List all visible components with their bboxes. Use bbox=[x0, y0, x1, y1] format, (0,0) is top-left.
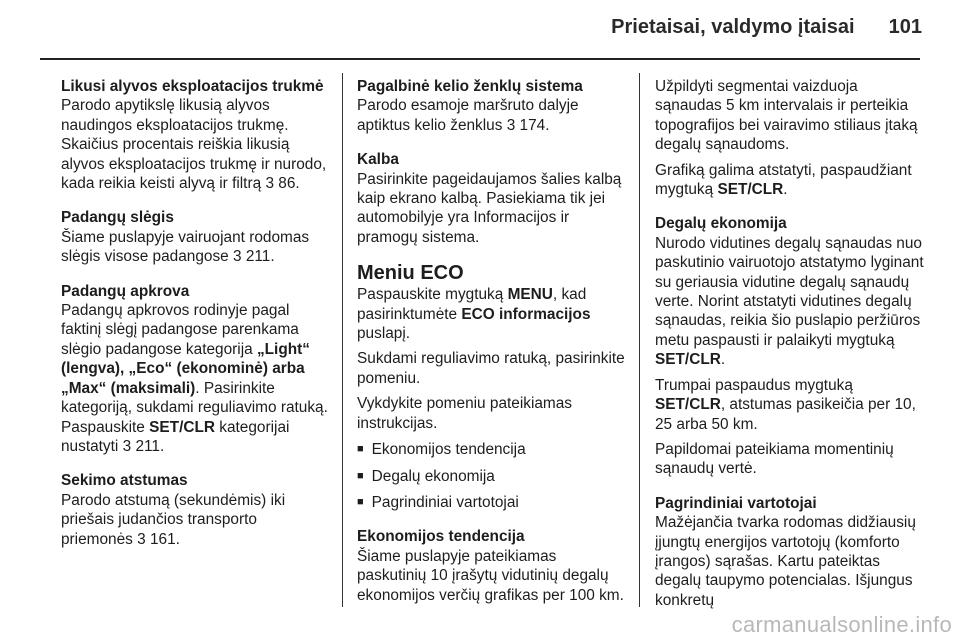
graph-reset-paragraph bbox=[655, 161, 927, 200]
eco-menu-heading: Meniu ECO bbox=[357, 262, 464, 285]
tire-load-heading: Padangų apkrova bbox=[61, 282, 190, 300]
language-heading: Kalba bbox=[357, 151, 399, 169]
economy-trend-heading: Ekonomijos tendencija bbox=[357, 528, 525, 546]
tire-pressure-section bbox=[61, 208, 333, 266]
fuel-economy-text-end: . bbox=[720, 351, 726, 369]
header-rule bbox=[40, 58, 920, 60]
tire-pressure-text: Šiame puslapyje vairuojant rodomas slėgis visose padangose bbox=[61, 228, 310, 266]
eco-menu-button-label: MENU bbox=[507, 286, 553, 304]
tire-pressure-heading: Padangų slėgis bbox=[61, 209, 174, 227]
fuel-economy-button-label: SET/CLR bbox=[655, 351, 721, 369]
column-3 bbox=[655, 77, 927, 625]
oil-life-ref: 3 86. bbox=[265, 175, 300, 193]
short-press-button-label: SET/CLR bbox=[655, 396, 721, 414]
eco-info-label: ECO informacijos bbox=[461, 305, 591, 323]
graph-reset-button-label: SET/CLR bbox=[717, 181, 784, 199]
following-distance-ref: 3 161. bbox=[137, 530, 180, 548]
eco-turn-text: Sukdami reguliavimo ratuką, pasirinkite pomeniu. bbox=[357, 350, 625, 387]
short-press-text-2: , atstumas pasikeičia per 10, 25 arba 50 km. bbox=[655, 396, 916, 433]
instant-consumption-text: Papildomai pateikiama momentinių sąnaudų vertė. bbox=[655, 440, 894, 478]
column-divider-2 bbox=[639, 73, 640, 607]
eco-menu-section bbox=[357, 262, 629, 512]
language-text: Pasirinkite pageidaujamos šalies kalbą kaip ekrano kalbą. Pasiekiama tik jei automobilyje yra Informacijos ir pramogų sistema. bbox=[357, 170, 622, 246]
tire-load-ref: 3 211. bbox=[122, 437, 165, 455]
short-press-text-1: Trumpai paspaudus mygtuką bbox=[655, 376, 853, 394]
bullet-square-icon: ■ bbox=[357, 443, 364, 456]
bullet-item-1 bbox=[357, 440, 629, 459]
sign-assist-section bbox=[357, 77, 629, 135]
short-press-paragraph bbox=[655, 376, 927, 434]
main-consumers-section bbox=[655, 494, 927, 610]
main-consumers-heading: Pagrindiniai vartotojai bbox=[655, 494, 817, 512]
tire-load-text-3: kategorijai nustatyti bbox=[61, 418, 290, 455]
bullet-square-icon: ■ bbox=[357, 495, 364, 508]
eco-text-1: Paspauskite mygtuką bbox=[357, 286, 504, 304]
column-1 bbox=[61, 77, 333, 564]
tire-load-categories: „Light“ (lengva), „Eco“ (ekonominė) arba „Max“ (maksimali) bbox=[61, 340, 310, 397]
eco-text-3: puslapį. bbox=[357, 325, 411, 343]
bullet-item-2 bbox=[357, 467, 629, 486]
sign-assist-text: Parodo esamoje maršruto dalyje aptiktus kelio ženklus bbox=[357, 97, 579, 134]
following-distance-heading: Sekimo atstumas bbox=[61, 472, 188, 490]
sign-assist-heading: Pagalbinė kelio ženklų sistema bbox=[357, 78, 583, 95]
tire-load-button-label: SET/CLR bbox=[149, 418, 215, 436]
bullet-label: Degalų ekonomija bbox=[371, 467, 495, 485]
filled-segments-text: Užpildyti segmentai vaizduoja sąnaudas 5 km intervalais ir perteikia topografijos bei vairavimo stiliaus įtaką degalų sąnaudoms. bbox=[655, 78, 918, 154]
eco-follow-text: Vykdykite pomeniu pateikiamas instrukcijas. bbox=[357, 395, 573, 432]
graph-reset-text-1: Grafiką galima atstatyti, paspaudžiant mygtuką bbox=[655, 161, 912, 199]
fuel-economy-section bbox=[655, 214, 927, 478]
economy-trend-section bbox=[357, 527, 629, 605]
tire-load-section bbox=[61, 282, 333, 457]
bullet-item-3 bbox=[357, 493, 629, 512]
eco-text-2: , kad pasirinktumėte bbox=[357, 286, 587, 323]
main-consumers-text: Mažėjančia tvarka rodomas didžiausių įjungtų energijos vartotojų (komforto įrangos) sąrašas. Kartu pateiktas degalų taupymo potencialas. Išjungus konkretų bbox=[655, 514, 916, 609]
column-2 bbox=[357, 77, 629, 620]
watermark: carmanualsonline.info bbox=[731, 612, 952, 637]
sign-assist-ref: 3 174. bbox=[506, 116, 550, 134]
following-distance-section bbox=[61, 471, 333, 549]
language-section bbox=[357, 150, 629, 247]
bullet-label: Ekonomijos tendencija bbox=[371, 441, 526, 459]
oil-life-section bbox=[61, 77, 333, 193]
bullet-square-icon: ■ bbox=[357, 469, 364, 482]
page-title: Prietaisai, valdymo įtaisai bbox=[611, 16, 855, 38]
page-header bbox=[611, 16, 922, 39]
tire-pressure-ref: 3 211. bbox=[232, 248, 275, 266]
following-distance-text: Parodo atstumą (sekundėmis) iki priešais judančios transporto priemonės bbox=[61, 491, 286, 548]
column-divider-1 bbox=[342, 73, 343, 607]
economy-trend-text: Šiame puslapyje pateikiamas paskutinių 10 įrašytų vidutinių degalų ekonomijos verčių grafikas per 100 km. bbox=[357, 547, 624, 604]
fuel-economy-heading: Degalų ekonomija bbox=[655, 215, 787, 233]
tire-load-text-2: . Pasirinkite kategoriją, sukdami reguliavimo ratuką. Paspauskite bbox=[61, 379, 328, 436]
oil-life-text: Parodo apytikslę likusią alyvos naudingos eksploatacijos trukmę. Skaičius procentais reiškia likusią alyvos eksploatacijos trukmę ir nurodo, kada reikia keisti alyvą ir filtrą bbox=[61, 97, 327, 193]
page-number: 101 bbox=[888, 16, 922, 38]
fuel-economy-text: Nurodo vidutines degalų sąnaudas nuo paskutinio vairuotojo atstatymo lyginant su geriausia vidutine degalų sąnaudų verte. Norint atstatyti vidutines degalų sąnaudas, reikia šio puslapio peržiūros metu paspausti ir palaikyti mygtuką bbox=[655, 234, 924, 349]
graph-reset-text-2: . bbox=[783, 181, 788, 199]
oil-life-heading: Likusi alyvos eksploatacijos trukmė bbox=[61, 78, 324, 95]
tire-load-text-1: Padangų apkrovos rodinyje pagal faktinį slėgį padangose parenkama slėgio padangose kategorija bbox=[61, 302, 299, 358]
bullet-label: Pagrindiniai vartotojai bbox=[371, 493, 519, 511]
